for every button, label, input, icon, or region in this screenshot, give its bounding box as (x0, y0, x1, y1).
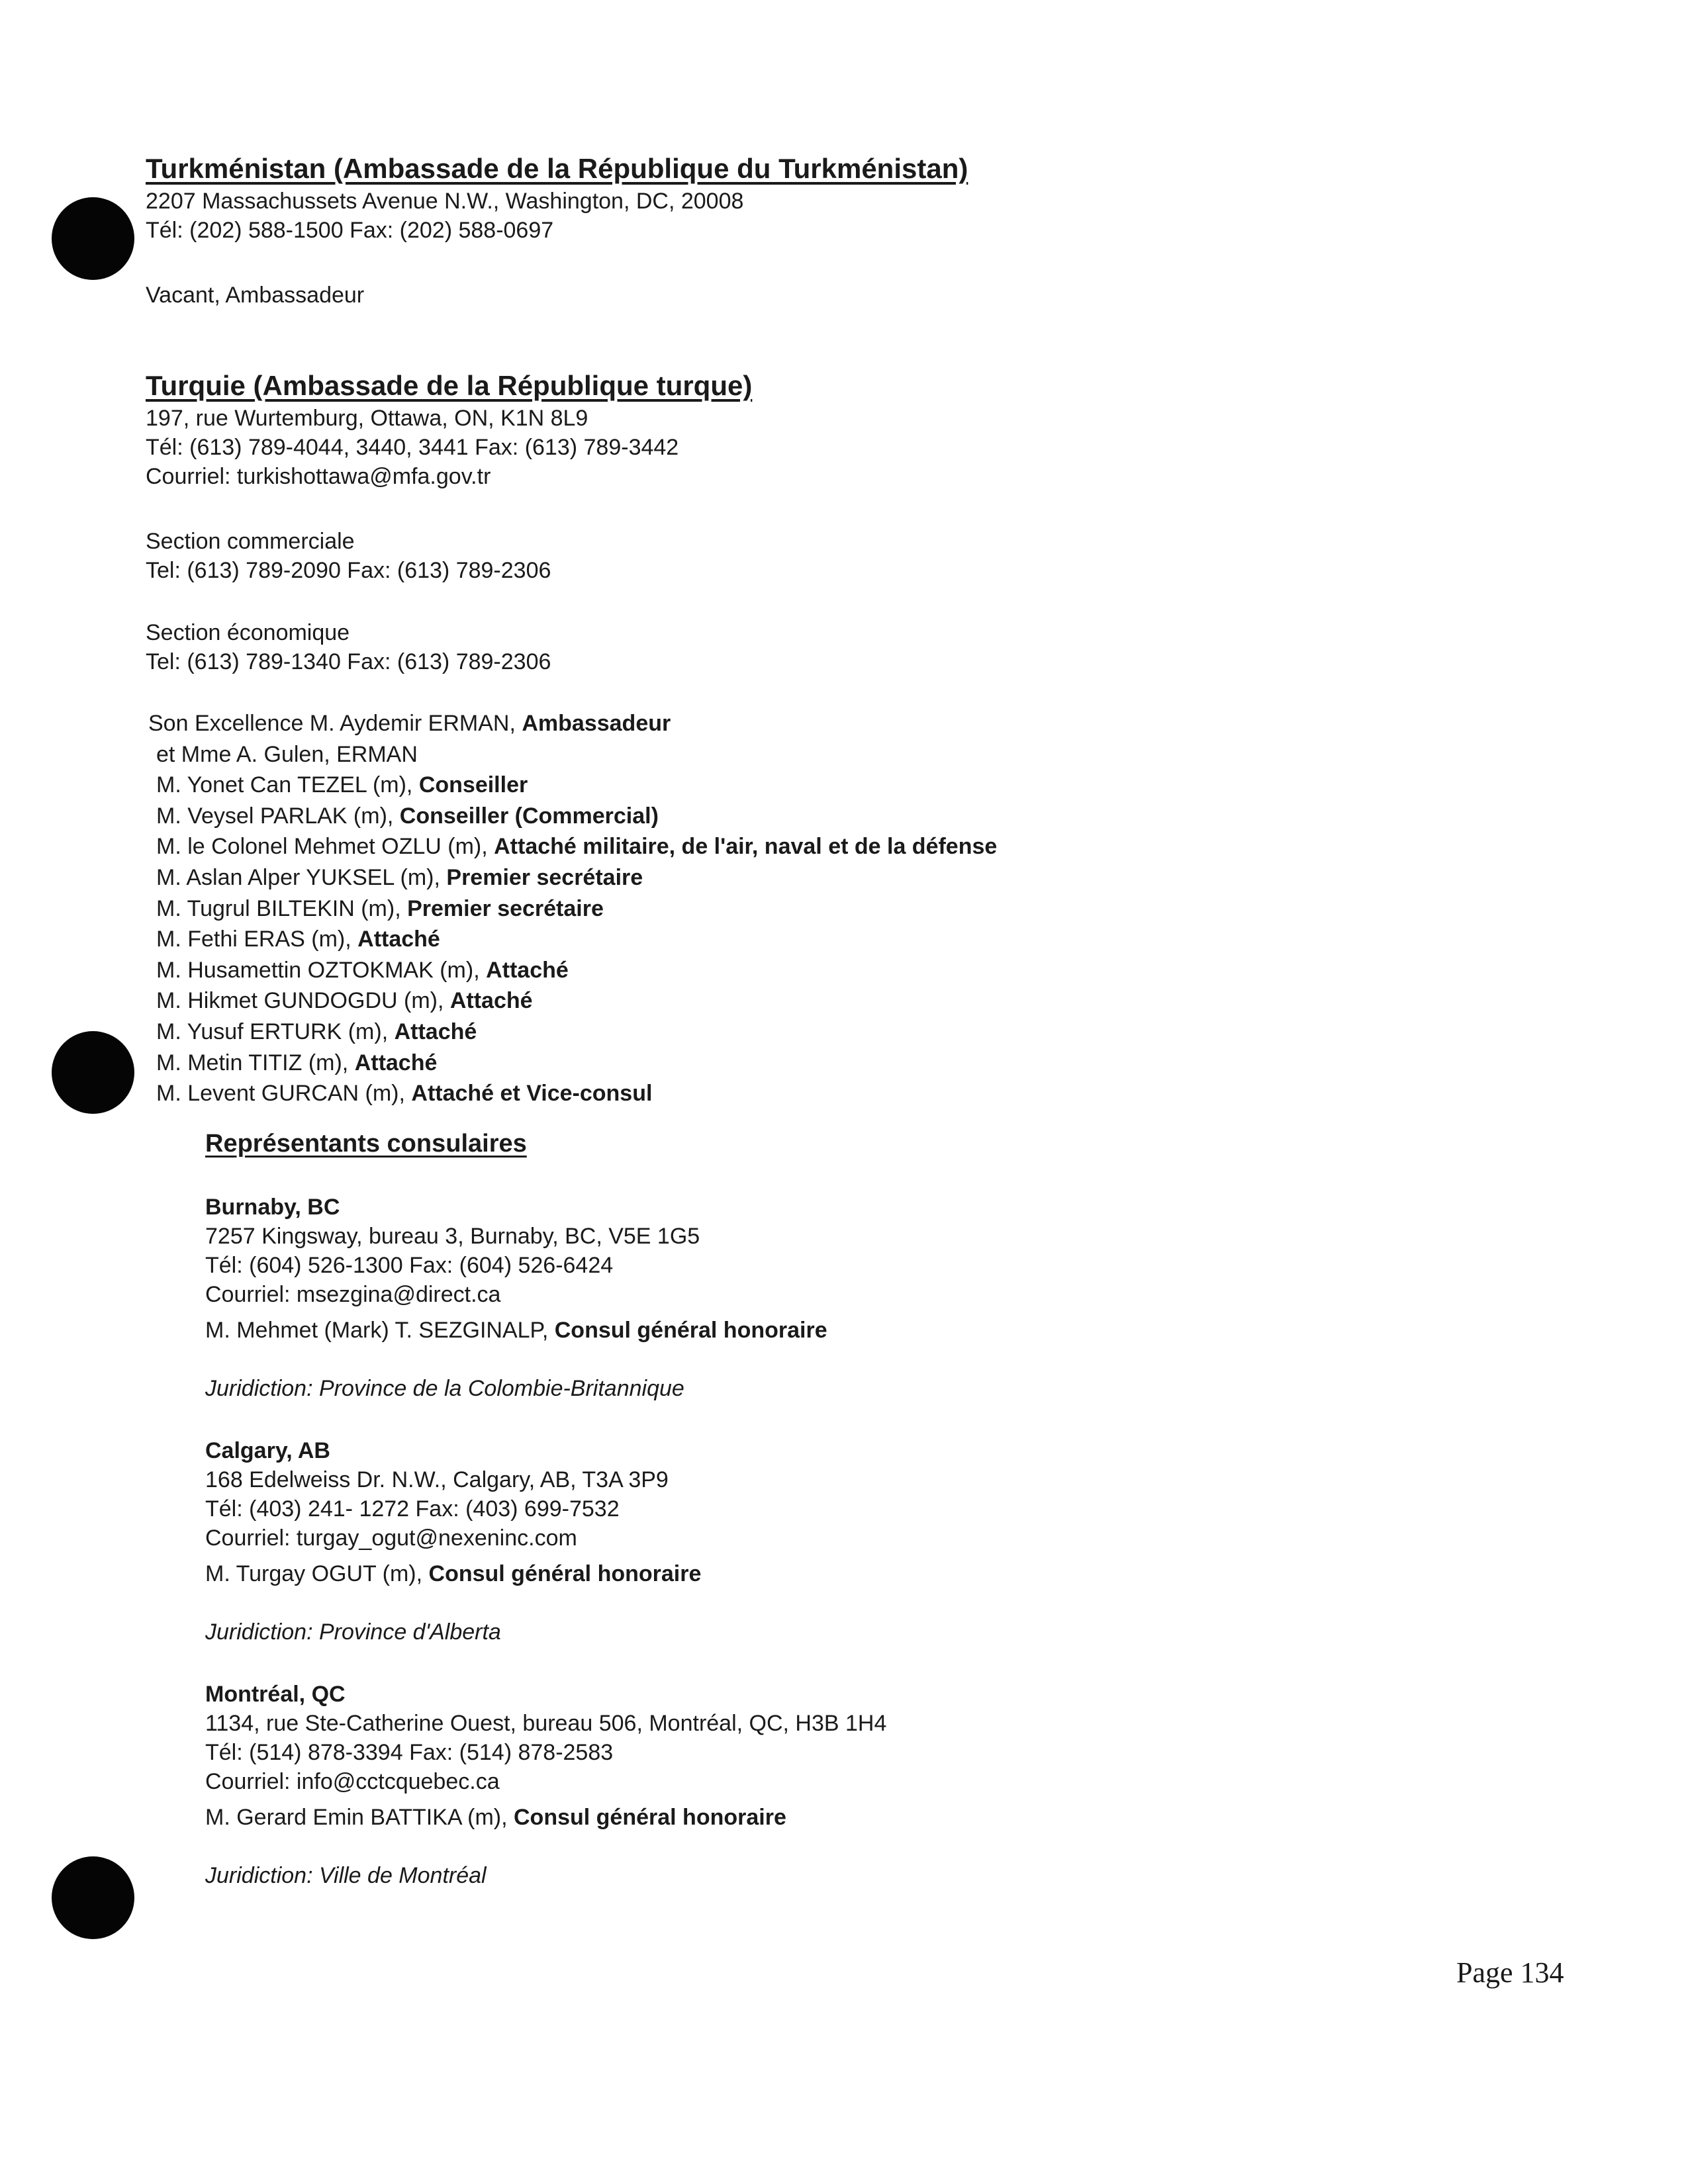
consulate-montreal (205, 1680, 886, 1890)
commercial-section (146, 527, 551, 585)
staff-name: M. le Colonel Mehmet OZLU (m), (156, 834, 494, 860)
person-title: Consul général honoraire (514, 1805, 786, 1830)
staff-row (148, 955, 997, 986)
page-number: Page 134 (1456, 1956, 1564, 1989)
turquie-phone: Tél: (613) 789-4044, 3440, 3441 Fax: (613) 789-3442 (146, 435, 679, 460)
staff-row (148, 1048, 997, 1079)
person-title: Consul général honoraire (554, 1318, 827, 1343)
consulate-jurisdiction: Juridiction: Ville de Montréal (205, 1863, 487, 1888)
consulate-address: 1134, rue Ste-Catherine Ouest, bureau 506, Montréal, QC, H3B 1H4 (205, 1711, 887, 1736)
economic-section (146, 618, 551, 676)
turkmenistan-heading: Turkménistan (Ambassade de la République du Turkménistan) (146, 153, 968, 184)
staff-row (148, 770, 997, 801)
punch-hole-top (52, 197, 134, 280)
staff-name: et Mme A. Gulen, ERMAN (156, 741, 418, 767)
consulate-person (205, 1803, 886, 1832)
person-name: M. Mehmet (Mark) T. SEZGINALP, (205, 1318, 555, 1343)
turquie-email: Courriel: turkishottawa@mfa.gov.tr (146, 464, 491, 489)
consular-heading: Représentants consulaires (205, 1130, 527, 1158)
consulate-person (205, 1559, 701, 1588)
turkmenistan-section (146, 151, 968, 245)
turquie-heading: Turquie (Ambassade de la République turque) (146, 370, 753, 401)
staff-title: Attaché militaire, de l'air, naval et de la défense (494, 834, 998, 860)
staff-name: M. Tugrul BILTEKIN (m), (156, 895, 408, 921)
consulate-jurisdiction: Juridiction: Province de la Colombie-Britannique (205, 1376, 684, 1401)
staff-row (148, 862, 997, 893)
staff-name: M. Hikmet GUNDOGDU (m), (156, 988, 450, 1014)
staff-title: Attaché et Vice-consul (411, 1081, 653, 1107)
consulate-burnaby (205, 1193, 827, 1403)
staff-row (148, 893, 997, 925)
consulate-email: Courriel: info@cctcquebec.ca (205, 1769, 500, 1794)
consulate-city: Montréal, QC (205, 1682, 346, 1707)
consulate-person (205, 1316, 827, 1345)
staff-row (148, 831, 997, 862)
consulate-email: Courriel: turgay_ogut@nexeninc.com (205, 1525, 577, 1551)
staff-row (148, 924, 997, 955)
turquie-section (146, 368, 752, 491)
consulate-jurisdiction: Juridiction: Province d'Alberta (205, 1619, 501, 1645)
person-name: M. Turgay OGUT (m), (205, 1561, 429, 1586)
commercial-phone: Tel: (613) 789-2090 Fax: (613) 789-2306 (146, 558, 551, 583)
economic-phone: Tel: (613) 789-1340 Fax: (613) 789-2306 (146, 649, 551, 674)
consulate-address: 168 Edelweiss Dr. N.W., Calgary, AB, T3A 3P9 (205, 1467, 669, 1492)
staff-row (148, 708, 997, 739)
staff-name: M. Veysel PARLAK (m), (156, 803, 400, 829)
staff-title: Premier secrétaire (446, 864, 643, 890)
punch-hole-middle (52, 1031, 134, 1114)
staff-title: Conseiller (418, 772, 528, 798)
person-name: M. Gerard Emin BATTIKA (m), (205, 1805, 514, 1830)
staff-row (148, 801, 997, 832)
staff-name: Son Excellence M. Aydemir ERMAN, (148, 711, 522, 736)
staff-name: M. Yonet Can TEZEL (m), (156, 772, 419, 798)
economic-label: Section économique (146, 620, 350, 645)
staff-title: Premier secrétaire (407, 895, 604, 921)
staff-row (148, 1078, 997, 1109)
staff-title: Attaché (394, 1019, 477, 1044)
staff-row (148, 739, 997, 770)
staff-name: M. Metin TITIZ (m), (156, 1050, 355, 1075)
staff-name: M. Husamettin OZTOKMAK (m), (156, 957, 487, 983)
staff-name: M. Fethi ERAS (m), (156, 927, 358, 952)
staff-title: Attaché (449, 988, 533, 1014)
staff-name: M. Levent GURCAN (m), (156, 1081, 412, 1107)
staff-name: M. Yusuf ERTURK (m), (156, 1019, 395, 1044)
consulate-calgary (205, 1436, 701, 1647)
staff-title: Ambassadeur (522, 711, 671, 736)
consulate-city: Burnaby, BC (205, 1195, 340, 1220)
staff-name: M. Aslan Alper YUKSEL (m), (156, 864, 447, 890)
staff-row (148, 1017, 997, 1048)
commercial-label: Section commerciale (146, 529, 355, 554)
consulate-phone: Tél: (604) 526-1300 Fax: (604) 526-6424 (205, 1253, 614, 1278)
consulate-city: Calgary, AB (205, 1438, 330, 1463)
staff-title: Attaché (357, 927, 440, 952)
consulate-email: Courriel: msezgina@direct.ca (205, 1282, 501, 1307)
staff-title: Attaché (486, 957, 569, 983)
turkmenistan-phone: Tél: (202) 588-1500 Fax: (202) 588-0697 (146, 218, 554, 243)
staff-title: Conseiller (Commercial) (399, 803, 659, 829)
punch-hole-bottom (52, 1856, 134, 1939)
consulate-phone: Tél: (514) 878-3394 Fax: (514) 878-2583 (205, 1740, 614, 1765)
consulate-phone: Tél: (403) 241- 1272 Fax: (403) 699-7532 (205, 1496, 620, 1522)
person-title: Consul général honoraire (428, 1561, 702, 1586)
consulate-address: 7257 Kingsway, bureau 3, Burnaby, BC, V5E 1G5 (205, 1224, 700, 1249)
staff-list (148, 708, 997, 1109)
staff-title: Attaché (354, 1050, 438, 1075)
turkmenistan-ambassador: Vacant, Ambassadeur (146, 283, 365, 308)
staff-row (148, 985, 997, 1017)
turquie-address: 197, rue Wurtemburg, Ottawa, ON, K1N 8L9 (146, 406, 588, 431)
turkmenistan-address: 2207 Massachussets Avenue N.W., Washington, DC, 20008 (146, 189, 744, 214)
